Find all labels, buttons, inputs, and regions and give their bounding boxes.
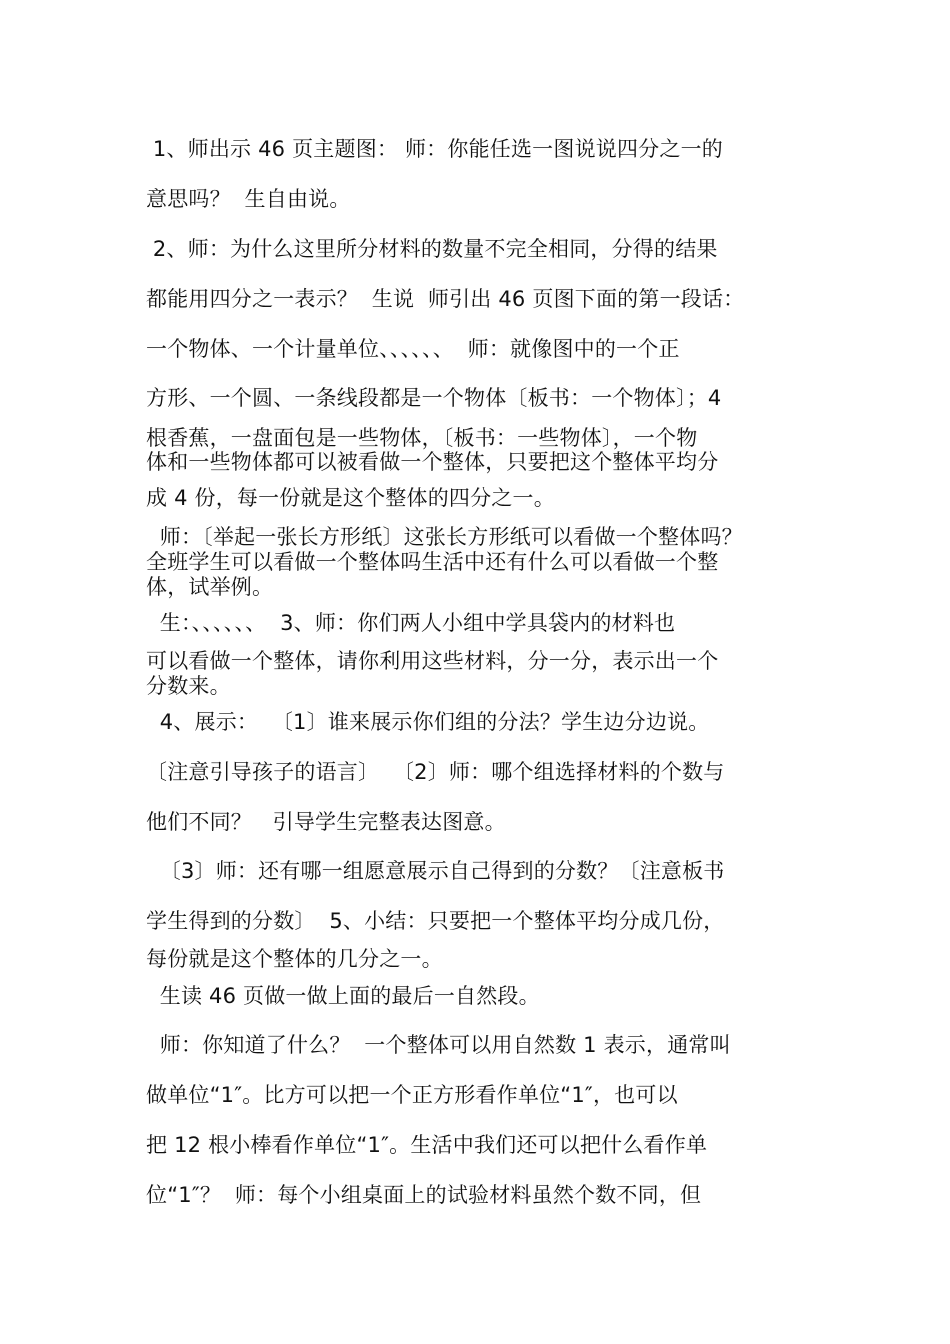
text-line: 一个物体、一个计量单位、、、、、、 师：就像图中的一个正 [146, 337, 680, 361]
text-line: 师：〔举起一张长方形纸〕这张长方形纸可以看做一个整体吗？ [146, 525, 743, 549]
text-line: 生：、、、、、、 3、师：你们两人小组中学具袋内的材料也 [146, 611, 676, 635]
text-line: 都能用四分之一表示？ 生说 师引出 46 页图下面的第一段话： [146, 287, 745, 311]
text-line: 〔注意引导孩子的语言〕 〔2〕师：哪个组选择材料的个数与 [146, 760, 725, 784]
text-line: 做单位“1″。比方可以把一个正方形看作单位“1″，也可以 [146, 1083, 678, 1107]
text-line: 体，试举例。 [146, 575, 274, 599]
text-line: 师：你知道了什么？ 一个整体可以用自然数 1 表示，通常叫 [146, 1033, 731, 1057]
text-line: 2、师：为什么这里所分材料的数量不完全相同，分得的结果 [146, 237, 718, 261]
text-line: 4、展示： 〔1〕谁来展示你们组的分法？学生边分边说。 [146, 710, 710, 734]
text-line: 他们不同？ 引导学生完整表达图意。 [146, 810, 506, 834]
text-line: 1、师出示 46 页主题图： 师：你能任选一图说说四分之一的 [146, 137, 723, 161]
text-line: 成 4 份，每一份就是这个整体的四分之一。 [146, 486, 555, 510]
text-line: 把 12 根小棒看作单位“1″。生活中我们还可以把什么看作单 [146, 1133, 708, 1157]
text-line: 位“1″？ 师：每个小组桌面上的试验材料虽然个数不同，但 [146, 1183, 702, 1207]
text-line: 每份就是这个整体的几分之一。 [146, 947, 443, 971]
text-line: 意思吗？ 生自由说。 [146, 187, 351, 211]
text-line: 生读 46 页做一做上面的最后一自然段。 [146, 984, 540, 1008]
text-line: 全班学生可以看做一个整体吗生活中还有什么可以看做一个整 [146, 550, 719, 574]
text-line: 体和一些物体都可以被看做一个整体，只要把这个整体平均分 [146, 450, 719, 474]
text-line: 可以看做一个整体，请你利用这些材料，分一分，表示出一个 [146, 649, 719, 673]
text-line: 〔3〕师：还有哪一组愿意展示自己得到的分数？〔注意板书 [146, 859, 725, 883]
text-line: 分数来。 [146, 674, 231, 698]
text-line: 方形、一个圆、一条线段都是一个物体〔板书：一个物体〕；4 [146, 386, 722, 410]
text-line: 根香蕉，一盘面包是一些物体，〔板书：一些物体〕，一个物 [146, 426, 698, 450]
text-line: 学生得到的分数〕 5、小结：只要把一个整体平均分成几份， [146, 909, 725, 933]
